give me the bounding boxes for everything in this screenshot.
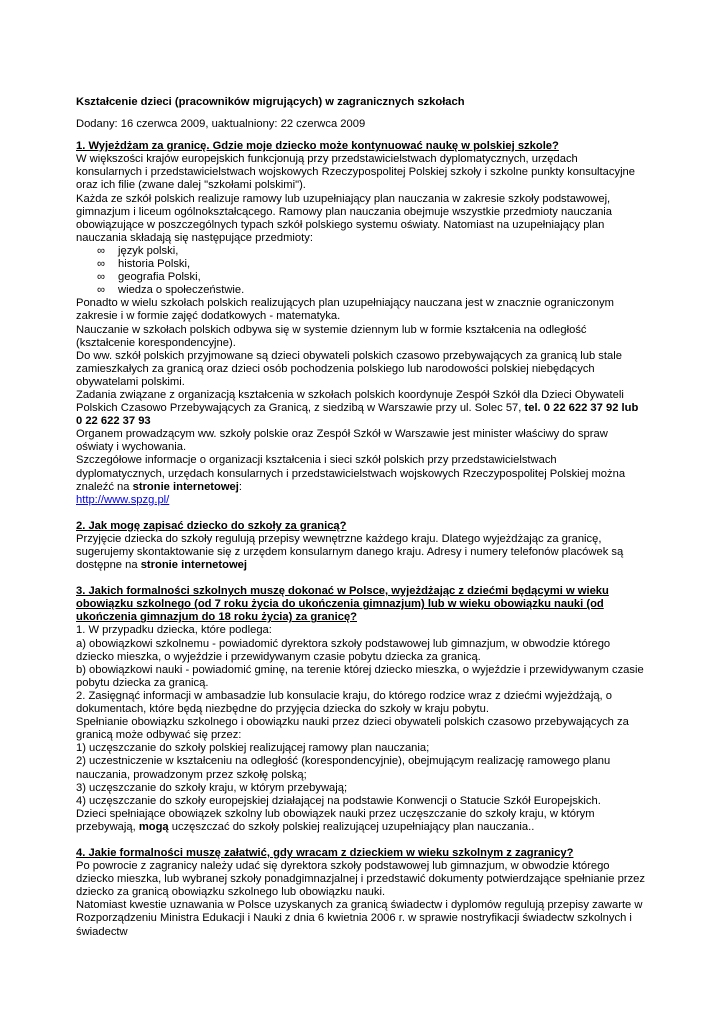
s3-paragraph-7: 2) uczestniczenie w kształceniu na odległość (korespondencyjnie), obejmującym realizację ramowego planu nauczania, prowadzonym przez szkołę polską;: [76, 755, 611, 781]
document-title: Kształcenie dzieci (pracowników migrujących) w zagranicznych szkołach: [76, 96, 465, 108]
emphasis-moga: mogą: [138, 820, 169, 833]
question-1-heading: 1. Wyjeżdżam za granicę. Gdzie moje dziecko może kontynuować naukę w polskiej szkole?: [76, 140, 559, 153]
website-reference: stronie internetowej: [132, 480, 239, 493]
s3-paragraph-5: Spełnianie obowiązku szkolnego i obowiązku nauki przez dzieci obywateli polskich czasowo przebywających za granicą może odbywać się przez:: [76, 716, 629, 742]
s3-paragraph-4: 2. Zasięgnąć informacji w ambasadzie lub konsulacie kraju, do którego rodzice wraz z dziećmi wyjeżdżają, o dokumentach, które będą niezbędne do przyjęcia dziecka do szkoły w kraju pobytu.: [76, 689, 613, 716]
list-item: [97, 284, 646, 297]
s3-paragraph-6: 1) uczęszczanie do szkoły polskiej realizującej ramowy plan nauczania;: [76, 742, 430, 755]
document-page: [76, 96, 646, 939]
s3-paragraph-1: 1. W przypadku dziecka, które podlega:: [76, 624, 272, 637]
s3-paragraph-10-text: Dzieci spełniające obowiązek szkolny lub obowiązek nauki przez uczęszczanie do szkoły kraju, w którym przebywają,: [76, 807, 595, 833]
list-item: [97, 271, 646, 284]
s1-paragraph-4: Nauczanie w szkołach polskich odbywa się w systemie dziennym lub w formie kształcenia na odległość (kształcenie korespondencyjne).: [76, 323, 587, 349]
website-reference: stronie internetowej: [140, 559, 248, 572]
s3-paragraph-10: [76, 808, 646, 834]
list-item-text: wiedza o społeczeństwie.: [118, 284, 245, 297]
colon: :: [238, 480, 243, 493]
s3-paragraph-9: 4) uczęszczanie do szkoły europejskiej działającej na podstawie Konwencji o Statucie Szkół Europejskich.: [76, 794, 601, 807]
document-dates: Dodany: 16 czerwca 2009, uaktualniony: 22 czerwca 2009: [76, 118, 366, 131]
question-4-heading: 4. Jakie formalności muszę załatwić, gdy wracam z dzieckiem w wieku szkolnym z zagranicy?: [76, 846, 574, 859]
phone-numbers: tel. 0 22 622 37 92 lub 0 22 622 37 93: [76, 402, 639, 428]
list-item: [97, 258, 646, 271]
subject-list: [76, 245, 646, 297]
s1-paragraph-8-text: Szczegółowe informacje o organizacji kształcenia i sieci szkół polskich przy przedstawicielstwach dyplomatycznych, urzędach konsularnych i przedstawicielstwach wojskowych Rzeczypospolitej Polskiej można znaleźć na: [76, 454, 626, 493]
list-item-text: historia Polski,: [118, 258, 191, 271]
spzg-link[interactable]: http://www.spzg.pl/: [76, 493, 170, 506]
s4-paragraph-1: Po powrocie z zagranicy należy udać się dyrektora szkoły podstawowej lub gimnazjum, w obwodzie którego dziecko mieszka, lub wybranej szkoły ponadgimnazjalnej i przedstawić dokumenty potwierdzające spełnianie przez dziecko za granicą obowiązku szkolnego lub obowiązku nauki.: [76, 860, 645, 899]
s1-paragraph-6-text: Zadania związane z organizacją kształcenia w szkołach polskich koordynuje Zespół Szkół dla Dzieci Obywateli Polskich Czasowo Przebywających za Granicą, z siedzibą w Warszawie przy ul. Solec 57,: [76, 388, 624, 415]
s1-paragraph-1: W większości krajów europejskich funkcjonują przy przedstawicielstwach dyplomatycznych, urzędach konsularnych i przedstawicielstwach wojskowych Rzeczypospolitej Polskiej szkoły i szkolne punkty konsultacyjne oraz ich filie (zwane dalej "szkołami polskimi").: [76, 153, 635, 192]
s3-paragraph-10-tail: uczęszczać do szkoły polskiej realizującej uzupełniający plan nauczania..: [168, 820, 535, 833]
list-item-text: język polski,: [118, 244, 179, 257]
s3-paragraph-3: b) obowiązkowi nauki - powiadomić gminę, na terenie której dziecko mieszka, o wyjeździe i przewidywanym czasie pobytu dziecka za granicą.: [76, 663, 644, 689]
infinity-bullet-icon: ∞: [97, 244, 105, 257]
question-2-heading: 2. Jak mogę zapisać dziecko do szkoły za granicą?: [76, 519, 347, 532]
infinity-bullet-icon: ∞: [97, 258, 105, 271]
infinity-bullet-icon: ∞: [97, 284, 105, 297]
question-3-heading: 3. Jakich formalności szkolnych muszę dokonać w Polsce, wyjeżdżając z dziećmi będącymi w wieku obowiązku szkolnego (od 7 roku życia do ukończenia gimnazjum) lub w wieku obowiązku nauki (od ukończenia gimnazjum do 18 roku życia) za granicę?: [76, 585, 609, 624]
s1-paragraph-8: [76, 454, 646, 493]
s4-paragraph-2: Natomiast kwestie uznawania w Polsce uzyskanych za granicą świadectw i dyplomów regulują przepisy zawarte w Rozporządzeniu Ministra Edukacji i Nauki z dnia 6 kwietnia 2006 r. w sprawie nostryfikacji świadectw szkolnych i świadectw: [76, 899, 643, 938]
s1-paragraph-7: Organem prowadzącym ww. szkoły polskie oraz Zespół Szkół w Warszawie jest minister właściwy do spraw oświaty i wychowania.: [76, 428, 608, 454]
list-item: [97, 245, 646, 258]
s2-paragraph-1: [76, 533, 646, 572]
s1-paragraph-6: [76, 389, 646, 428]
infinity-bullet-icon: ∞: [97, 271, 105, 284]
s1-paragraph-5: Do ww. szkół polskich przyjmowane są dzieci obywateli polskich czasowo przebywających za granicą lub stale zamieszkałych za granicą oraz dzieci osób pochodzenia polskiego lub narodowości polskiej niebędących obywatelami polskimi.: [76, 349, 622, 388]
s3-paragraph-8: 3) uczęszczanie do szkoły kraju, w którym przebywają;: [76, 781, 348, 794]
s1-link-line: [76, 494, 646, 507]
list-item-text: geografia Polski,: [118, 271, 201, 284]
s3-paragraph-2: a) obowiązkowi szkolnemu - powiadomić dyrektora szkoły podstawowej lub gimnazjum, w obwodzie którego dziecko mieszka, o wyjeździe i przewidywanym czasie pobytu dziecka za granicą.: [76, 637, 611, 663]
s2-paragraph-1-text: Przyjęcie dziecka do szkoły regulują przepisy wewnętrzne każdego kraju. Dlatego wyjeżdżając za granicę, sugerujemy skontaktowanie się z urzędem konsularnym danego kraju. Adresy i numery telefonów placówek są dostępne na: [76, 532, 624, 572]
s1-paragraph-2: Każda ze szkół polskich realizuje ramowy lub uzupełniający plan nauczania w zakresie szkoły podstawowej, gimnazjum i liceum ogólnokształcącego. Ramowy plan nauczania obejmuje wszystkie przedmioty nauczania obowiązujące w poszczególnych typach szkół polskiego systemu oświaty. Natomiast na uzupełniający plan nauczania składają się następujące przedmioty:: [76, 192, 613, 244]
s1-paragraph-3: Ponadto w wielu szkołach polskich realizujących plan uzupełniający nauczana jest w znacznie ograniczonym zakresie i w formie zajęć dodatkowych - matematyka.: [76, 297, 614, 323]
